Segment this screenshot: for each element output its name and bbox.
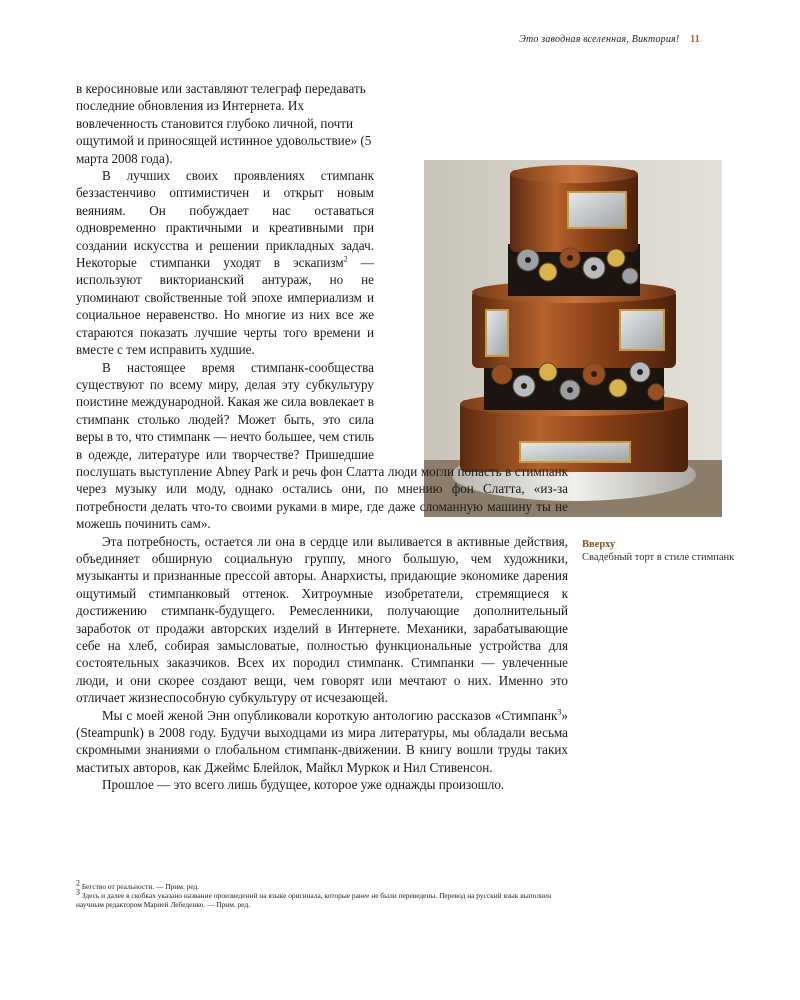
footnote-ref: 2: [343, 254, 348, 264]
footnotes: [76, 878, 568, 910]
photo-wrap-space: [388, 80, 568, 454]
running-head: [460, 34, 700, 50]
body-paragraph: Прошлое — это всего лишь будущее, которое уже однажды произошло.: [102, 777, 505, 793]
caption-heading: Вверху: [582, 539, 616, 550]
footnote-3: [76, 887, 568, 910]
text-run: » (Steampunk) в 2008 году. Будучи выходцами из мира литературы, мы обладали весьма скромными знаниями о глобальном стимпанк-движении. В книгу вошли труды таких маститых авторов, как Джеймс Блейлок, Майкл Муркок и Нил Стивенсон.: [76, 707, 568, 775]
body-text: [76, 80, 568, 794]
text-run: В лучших своих проявлениях стимпанк беззастенчиво оптимистичен и открыт новым веяниям. Он побуждает нас оставаться одновременно практичными и креативными при создании искусства и решении прикладных задач. Некоторые стимпанки уходят в эскапизм: [76, 168, 374, 271]
footnote-mark: 2: [76, 878, 80, 888]
footnote-mark: 3: [76, 887, 80, 897]
body-paragraph: в керосиновые или заставляют телеграф передавать последние обновления из Интернета. Их вовлеченность становится глубоко личной, почти ощутимой и приносящей истинное удовольствие» (5 марта 2008 года).: [76, 81, 372, 166]
page-number: 11: [690, 34, 700, 45]
running-head-title: Это заводная вселенная, Виктория!: [519, 34, 680, 45]
footnote-text: Здесь и далее в скобках указано название произведений на языке оригинала, которые ранее не были переведены. Перевод на русский язык выполнен научным редактором Марией Лебеденко. — Прим. ред.: [76, 891, 552, 910]
photo-caption: [582, 538, 742, 564]
text-run: Мы с моей женой Энн опубликовали короткую антологию рассказов «Стимпанк: [102, 707, 558, 723]
body-paragraph: В настоящее время стимпанк-сообщества существуют по всему миру, делая эту субкультуру поистине международной. Какая же сила вовлекает в стимпанк столько людей? Может быть, это сила веры в то, что стимпанк — нечто большее, чем стиль в одежде, литературе или творчестве? Пришедшие послушать выступление Abney Park и речь фон Слатта люди могли попасть в стимпанк через музыку или моду, однако остались они, по мнению фон Слатта, «из-за потребности делать что-то своими руками в мире, где даже сломанную машину ты не можешь починить сам».: [76, 359, 568, 532]
text-run: — используют викторианский антураж, но не упоминают свойственные той эпохе империализм и социальное неравенство. Но многие из них все же стараются показать лучшие черты того времени и вместе с тем исправить худшие.: [76, 255, 374, 358]
body-paragraph: [76, 707, 568, 777]
body-paragraph: Эта потребность, остается ли она в сердце или выливается в активные действия, объединяет обширную социальную группу, много большую, чем художники, музыканты и признанные прессой авторы. Анархисты, придающие экономике дарения ощутимый стимпанковый оттенок. Хитроумные изобретатели, стремящиеся к достижению стимпанк-будущего. Ремесленники, получающие дополнительный заработок от продажи авторских изделий в Интернете. Механики, зарабатывающие себе на хлеб, собирая замысловатые, полностью функциональные устройства для состоятельных заказчиков. Всех их породил стимпанк. Стимпанки — увлеченные люди, и они скорее создают вещи, чем говорят или мечтают о них. Именно это отличает жизнеспособную субкультуру от исчезающей.: [76, 533, 568, 706]
footnote-text: Бегство от реальности. — Прим. ред.: [80, 882, 200, 891]
caption-text: Свадебный торт в стиле стимпанк: [582, 552, 735, 563]
footnote-2: [76, 878, 568, 891]
footnote-ref: 3: [557, 707, 562, 717]
